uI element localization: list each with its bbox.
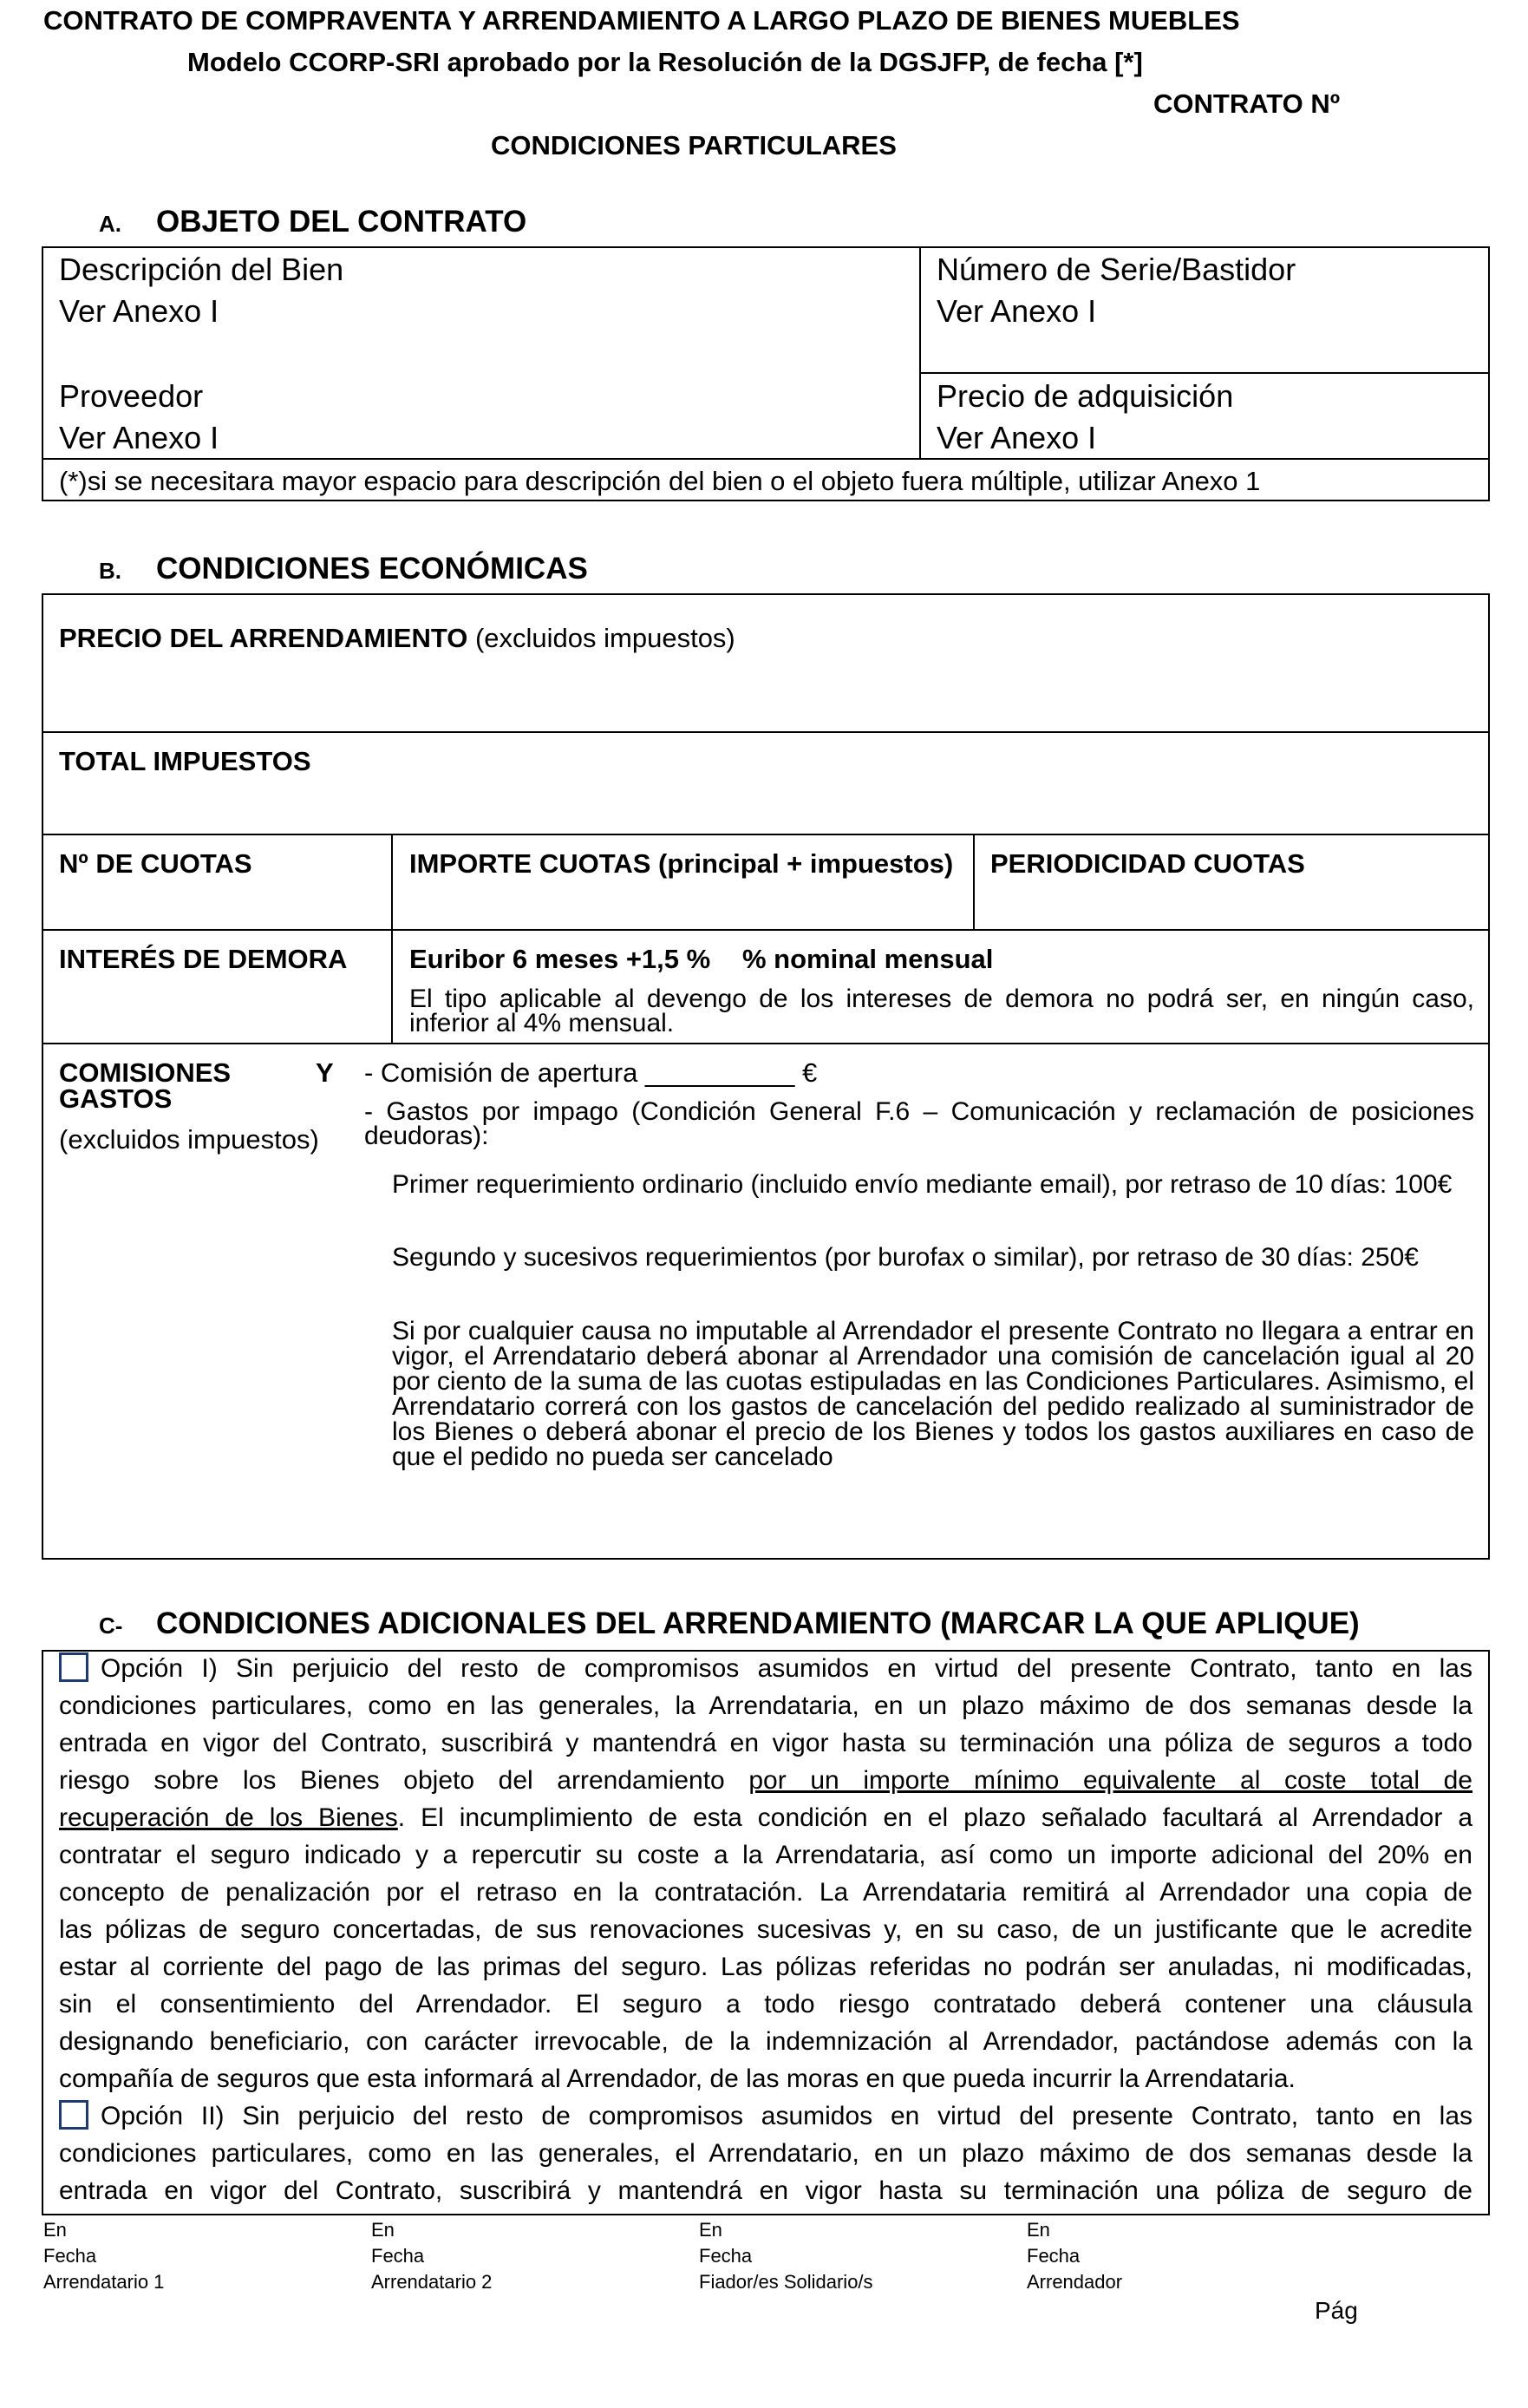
late-interest-unit: % nominal mensual (742, 944, 994, 974)
rent-price-bold: PRECIO DEL ARRENDAMIENTO (59, 623, 468, 653)
section-b-letter: B. (99, 558, 121, 584)
serial-label: Número de Serie/Bastidor (937, 252, 1296, 287)
economic-col-2 (973, 834, 975, 929)
economic-col-1 (391, 834, 393, 1043)
option-1-line-5: recuperación de los Bienes. El incumplimiento de esta condición en el plazo señalado facultará al Arrendador a (59, 1803, 1472, 1832)
first-request: Primer requerimiento ordinario (incluido envío mediante email), por retraso de 10 días: 100€ (392, 1170, 1453, 1199)
object-note: (*)si se necesitara mayor espacio para descripción del bien o el objeto fuera múltiple, utilizar Anexo 1 (59, 466, 1261, 496)
second-request: Segundo y sucesivos requerimientos (por burofax o similar), por retraso de 30 días: 250€ (392, 1243, 1419, 1272)
fees-label-2: GASTOS (59, 1083, 173, 1114)
option-1-checkbox[interactable] (59, 1652, 88, 1682)
opening-fee: - Comisión de apertura __________ € (364, 1057, 818, 1088)
option-1-line-3: entrada en vigor del Contrato, suscribirá y mantendrá en vigor hasta su terminación una póliza de seguros a todo (59, 1729, 1472, 1757)
object-table-note-line (42, 458, 1490, 460)
option-2-line-2: condiciones particulares, como en las generales, el Arrendatario, en un plazo máximo de dos semanas desde la (59, 2139, 1472, 2168)
quota-amount-label: IMPORTE CUOTAS (principal + impuestos) (409, 848, 954, 879)
option-1-line-1: Opción I) Sin perjuicio del resto de compromisos asumidos en virtud del presente Contrato, tanto en las (59, 1650, 1472, 1687)
total-taxes-label: TOTAL IMPUESTOS (59, 746, 311, 776)
late-interest-value: Euribor 6 meses +1,5 % (409, 944, 711, 974)
object-table-divider (919, 246, 921, 459)
contract-number-label: CONTRATO Nº (1153, 88, 1341, 119)
option-1-line-10: sin el consentimiento del Arrendador. El seguro a todo riesgo contratado deberá contener una cláusula (59, 1990, 1472, 2019)
section-c-heading (99, 1606, 1360, 1641)
object-table-row-line (919, 372, 1490, 374)
conditions-title: CONDICIONES PARTICULARES (491, 130, 897, 160)
economic-line-1 (42, 731, 1490, 733)
footer-en: En (699, 2219, 722, 2241)
description-value: Ver Anexo I (59, 293, 219, 329)
insurance-amount-underlined: por un importe mínimo equivalente al coste total de (748, 1766, 1472, 1795)
fees-label-3: (excluidos impuestos) (59, 1124, 319, 1155)
economic-line-3 (42, 929, 1490, 931)
footer-party: Arrendador (1027, 2271, 1123, 2293)
option-1-line-11: designando beneficiario, con carácter irrevocable, de la indemnización al Arrendador, pactándose además con la (59, 2027, 1472, 2056)
footer-party: Fiador/es Solidario/s (699, 2271, 873, 2293)
serial-value: Ver Anexo I (937, 293, 1097, 329)
footer-signature-arrendatario-2 (371, 2217, 492, 2295)
provider-value: Ver Anexo I (59, 420, 219, 455)
option-2-checkbox[interactable] (59, 2100, 88, 2130)
quota-period-label: PERIODICIDAD CUOTAS (990, 848, 1305, 879)
option-1-line-8: las pólizas de seguro concertadas, de sus renovaciones sucesivas y, en su caso, de un justificante que le acredite (59, 1915, 1472, 1944)
rent-price-label (59, 623, 735, 654)
option-1-line-9: estar al corriente del pago de las primas del seguro. Las pólizas referidas no podrán ser anuladas, ni modificadas, (59, 1953, 1472, 1981)
economic-line-2 (42, 834, 1490, 835)
section-a-heading (99, 205, 526, 239)
footer-signature-arrendador (1027, 2217, 1122, 2295)
footer-fecha: Fecha (1027, 2245, 1081, 2267)
recovery-cost-underlined: recuperación de los Bienes (59, 1803, 398, 1832)
late-interest-label: INTERÉS DE DEMORA (59, 944, 348, 974)
footer-signature-arrendatario-1 (43, 2217, 164, 2295)
section-a-letter: A. (99, 211, 121, 237)
late-interest-note: El tipo aplicable al devengo de los intereses de demora no podrá ser, en ningún caso, inferior al 4% mensual. (409, 985, 1474, 1037)
footer-en: En (371, 2219, 395, 2241)
option-1-line-4: riesgo sobre los Bienes objeto del arrendamiento por un importe mínimo equivalente al coste total de (59, 1766, 1472, 1795)
economic-line-4 (42, 1043, 1490, 1044)
option-1-block (59, 1650, 1472, 2209)
option-1-line-7: concepto de penalización por el retraso en la contratación. La Arrendataria remitirá al Arrendador una copia de (59, 1878, 1472, 1907)
section-b-title: CONDICIONES ECONÓMICAS (156, 552, 588, 586)
document-subtitle: Modelo CCORP-SRI aprobado por la Resolución de la DGSJFP, de fecha [*] (187, 47, 1143, 77)
section-c-letter: C- (99, 1613, 123, 1639)
footer-party: Arrendatario 2 (371, 2271, 493, 2293)
unpaid-fees: - Gastos por impago (Condición General F.6 – Comunicación y reclamación de posiciones deudoras): (364, 1097, 1474, 1150)
footer-en: En (1027, 2219, 1050, 2241)
rent-price-rest: (excluidos impuestos) (467, 623, 735, 653)
footer-en: En (43, 2219, 67, 2241)
option-2-line-3: entrada en vigor del Contrato, suscribirá y mantendrá en vigor hasta su terminación una póliza de seguro de (59, 2176, 1472, 2205)
footer-signature-fiador (699, 2217, 873, 2295)
fees-label-1: COMISIONES (59, 1057, 232, 1088)
footer-fecha: Fecha (371, 2245, 425, 2267)
cancellation-clause: Si por cualquier causa no imputable al Arrendador el presente Contrato no llegara a entrar en vigor, el Arrendatario deberá abonar al Arrendador una comisión de cancelación igual al 20 por ciento de la suma de las cuotas estipuladas en las Condiciones Particulares. Asimismo, el Arrendatario correrá con los gastos de cancelación del pedido realizado al suministrador de los Bienes o deberá abonar el precio de los Bienes y todos los gastos auxiliares en caso de que el pedido no pueda ser cancelado (392, 1317, 1474, 1471)
option-2-line-1: Opción II) Sin perjuicio del resto de compromisos asumidos en virtud del presente Contrato, tanto en las (59, 2097, 1472, 2135)
price-label: Precio de adquisición (937, 378, 1234, 414)
section-a-title: OBJETO DEL CONTRATO (156, 205, 527, 239)
section-b-heading (99, 552, 588, 586)
footer-fecha: Fecha (43, 2245, 97, 2267)
option-1-line-6: contratar el seguro indicado y a repercutir su coste a la Arrendataria, así como un importe adicional del 20% en (59, 1841, 1472, 1869)
fees-label-y: Y (316, 1057, 334, 1088)
footer-fecha: Fecha (699, 2245, 753, 2267)
section-c-title: CONDICIONES ADICIONALES DEL ARRENDAMIENTO (MARCAR LA QUE APLIQUE) (156, 1606, 1360, 1640)
option-1-line-12: compañía de seguros que esta informará al Arrendador, de las moras en que pueda incurrir la Arrendataria. (59, 2064, 1296, 2093)
page-number-label: Pág (1315, 2297, 1358, 2324)
document-title: CONTRATO DE COMPRAVENTA Y ARRENDAMIENTO A LARGO PLAZO DE BIENES MUEBLES (43, 5, 1240, 36)
price-value: Ver Anexo I (937, 420, 1097, 455)
option-1-line-2: condiciones particulares, como en las generales, la Arrendataria, en un plazo máximo de dos semanas desde la (59, 1691, 1472, 1720)
provider-label: Proveedor (59, 378, 204, 414)
footer-party: Arrendatario 1 (43, 2271, 165, 2293)
description-label: Descripción del Bien (59, 252, 344, 287)
num-quotas-label: Nº DE CUOTAS (59, 848, 252, 879)
